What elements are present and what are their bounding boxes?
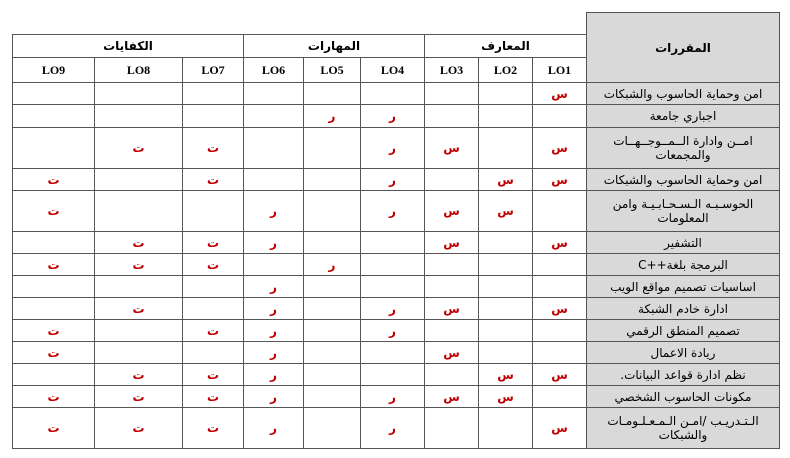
course-name: تصميم المنطق الرقمي: [587, 320, 780, 342]
outcome-cell: [425, 83, 479, 105]
outcome-cell: ت: [183, 408, 244, 449]
outcome-header: LO4: [361, 58, 425, 83]
outcome-cell: [13, 128, 95, 169]
outcome-cell: [304, 408, 361, 449]
outcome-cell: س: [479, 191, 533, 232]
top-spacer-cell: [244, 13, 304, 35]
outcome-cell: ر: [361, 128, 425, 169]
outcome-cell: [425, 408, 479, 449]
table-row: [13, 83, 780, 105]
outcome-cell: [13, 83, 95, 105]
outcome-cell: [95, 169, 183, 191]
top-spacer-cell: [479, 13, 533, 35]
course-name: ريادة الاعمال: [587, 342, 780, 364]
course-name: ادارة خادم الشبكة: [587, 298, 780, 320]
outcome-cell: [244, 254, 304, 276]
outcome-cell: ت: [95, 408, 183, 449]
outcome-cell: [244, 83, 304, 105]
outcome-cell: ر: [361, 320, 425, 342]
outcome-cell: [304, 169, 361, 191]
outcome-header: LO3: [425, 58, 479, 83]
outcome-cell: ر: [244, 342, 304, 364]
outcome-cell: [361, 83, 425, 105]
outcome-cell: س: [533, 232, 587, 254]
top-spacer-cell: [533, 13, 587, 35]
table-row: [13, 364, 780, 386]
outcome-cell: [425, 254, 479, 276]
outcome-cell: [95, 320, 183, 342]
outcome-cell: ر: [244, 320, 304, 342]
outcome-cell: [304, 128, 361, 169]
outcome-header: LO5: [304, 58, 361, 83]
outcome-cell: [95, 191, 183, 232]
outcome-cell: ر: [244, 276, 304, 298]
outcome-cell: ر: [361, 105, 425, 128]
table-row: [13, 320, 780, 342]
outcome-cell: [95, 105, 183, 128]
outcome-cell: [479, 254, 533, 276]
outcome-cell: [361, 364, 425, 386]
outcome-cell: [479, 320, 533, 342]
outcome-cell: [244, 169, 304, 191]
outcome-cell: [479, 298, 533, 320]
outcome-cell: ت: [13, 408, 95, 449]
outcome-cell: ر: [244, 232, 304, 254]
top-spacer-cell: [183, 13, 244, 35]
outcome-cell: س: [533, 298, 587, 320]
outcome-cell: [479, 83, 533, 105]
outcome-cell: ت: [183, 128, 244, 169]
outcome-cell: [183, 191, 244, 232]
outcome-cell: [183, 276, 244, 298]
outcome-cell: ت: [183, 364, 244, 386]
outcome-cell: ت: [13, 342, 95, 364]
table-row: [13, 386, 780, 408]
table-row: [13, 232, 780, 254]
outcome-cell: ت: [95, 128, 183, 169]
outcome-cell: ت: [13, 320, 95, 342]
outcome-cell: س: [533, 364, 587, 386]
outcome-header: LO6: [244, 58, 304, 83]
outcome-cell: ت: [183, 254, 244, 276]
outcome-cell: [304, 276, 361, 298]
course-name: مكونات الحاسوب الشخصي: [587, 386, 780, 408]
outcome-cell: ت: [13, 191, 95, 232]
outcome-cell: [479, 342, 533, 364]
outcome-cell: ر: [304, 105, 361, 128]
outcome-cell: [183, 298, 244, 320]
outcome-header: LO1: [533, 58, 587, 83]
outcome-cell: [183, 342, 244, 364]
table-row: [13, 191, 780, 232]
outcome-cell: [244, 105, 304, 128]
outcome-cell: [533, 191, 587, 232]
outcome-cell: ر: [361, 408, 425, 449]
course-name: اساسيات تصميم مواقع الويب: [587, 276, 780, 298]
outcome-cell: ت: [95, 254, 183, 276]
outcome-header: LO8: [95, 58, 183, 83]
outcome-cell: [479, 105, 533, 128]
outcome-cell: [361, 232, 425, 254]
outcome-cell: [95, 83, 183, 105]
outcome-cell: ر: [244, 386, 304, 408]
outcome-cell: [304, 364, 361, 386]
course-name: البرمجة بلغة++C: [587, 254, 780, 276]
outcome-cell: [533, 105, 587, 128]
outcome-cell: ر: [304, 254, 361, 276]
outcome-cell: ر: [361, 298, 425, 320]
table-row: [13, 254, 780, 276]
outcome-cell: س: [425, 191, 479, 232]
outcome-cell: [533, 386, 587, 408]
outcome-cell: [361, 342, 425, 364]
outcome-cell: ر: [361, 386, 425, 408]
outcome-header: LO9: [13, 58, 95, 83]
outcome-cell: [304, 342, 361, 364]
outcome-cell: س: [533, 83, 587, 105]
outcome-cell: [304, 320, 361, 342]
outcome-cell: ت: [183, 232, 244, 254]
outcome-cell: ت: [183, 386, 244, 408]
outcome-cell: [244, 128, 304, 169]
outcome-cell: [361, 254, 425, 276]
outcome-cell: س: [425, 342, 479, 364]
outcome-cell: س: [425, 386, 479, 408]
outcome-cell: [479, 408, 533, 449]
outcome-cell: [183, 83, 244, 105]
outcome-cell: س: [425, 232, 479, 254]
outcome-cell: س: [533, 169, 587, 191]
outcome-cell: [533, 276, 587, 298]
top-spacer-cell: [425, 13, 479, 35]
outcome-cell: س: [425, 128, 479, 169]
table-row: [13, 128, 780, 169]
course-name: التشفير: [587, 232, 780, 254]
outcome-cell: [304, 83, 361, 105]
outcome-cell: [479, 276, 533, 298]
outcome-cell: ر: [244, 408, 304, 449]
outcome-cell: [479, 232, 533, 254]
top-spacer-cell: [304, 13, 361, 35]
outcome-cell: ت: [183, 169, 244, 191]
outcome-cell: [533, 342, 587, 364]
outcome-cell: [183, 105, 244, 128]
outcome-cell: ت: [95, 232, 183, 254]
top-spacer-cell: [361, 13, 425, 35]
top-spacer-cell: [13, 13, 95, 35]
outcome-cell: ر: [244, 298, 304, 320]
course-name: الـتـدريـب /امـن الـمـعـلـومـات والشبكات: [587, 408, 780, 449]
outcome-cell: س: [479, 364, 533, 386]
outcome-cell: [425, 105, 479, 128]
outcome-cell: [95, 276, 183, 298]
outcome-cell: [13, 298, 95, 320]
outcome-cell: ت: [13, 254, 95, 276]
course-name: اجباري جامعة: [587, 105, 780, 128]
outcome-cell: [304, 298, 361, 320]
table-row: [13, 298, 780, 320]
outcome-cell: [13, 105, 95, 128]
outcome-cell: ر: [361, 191, 425, 232]
top-spacer-cell: [95, 13, 183, 35]
outcome-cell: س: [479, 386, 533, 408]
outcome-cell: س: [425, 298, 479, 320]
outcome-cell: [13, 232, 95, 254]
course-name: نظم ادارة قواعد البيانات.: [587, 364, 780, 386]
course-name: امــن وادارة الــمــوجــهــات والمجمعات: [587, 128, 780, 169]
outcome-cell: [13, 364, 95, 386]
outcome-cell: [425, 364, 479, 386]
outcome-cell: ت: [95, 386, 183, 408]
outcome-cell: ر: [244, 191, 304, 232]
outcome-cell: [361, 276, 425, 298]
outcome-cell: ت: [95, 364, 183, 386]
outcome-cell: [425, 169, 479, 191]
course-name: الحوسـبـه الـسـحـابـيـة وامن المعلومات: [587, 191, 780, 232]
outcome-header: LO7: [183, 58, 244, 83]
outcome-cell: س: [479, 169, 533, 191]
outcome-cell: [425, 276, 479, 298]
outcome-cell: [304, 386, 361, 408]
outcome-cell: ت: [183, 320, 244, 342]
table-row: [13, 342, 780, 364]
learning-outcomes-matrix: [12, 12, 780, 449]
outcome-header: LO2: [479, 58, 533, 83]
outcome-cell: [533, 254, 587, 276]
group-header: المعارف: [425, 35, 587, 58]
outcome-cell: ت: [13, 169, 95, 191]
group-header: الكفايات: [13, 35, 244, 58]
outcome-cell: [479, 128, 533, 169]
outcome-cell: س: [533, 408, 587, 449]
table-row: [13, 169, 780, 191]
outcome-cell: س: [533, 128, 587, 169]
courses-header: المقررات: [587, 13, 780, 83]
outcome-cell: [95, 342, 183, 364]
outcome-cell: [304, 191, 361, 232]
course-name: امن وحماية الحاسوب والشبكات: [587, 83, 780, 105]
outcome-cell: [13, 276, 95, 298]
table-row: [13, 276, 780, 298]
outcome-cell: ت: [13, 386, 95, 408]
course-name: امن وحماية الحاسوب والشبكات: [587, 169, 780, 191]
outcome-cell: ت: [95, 298, 183, 320]
outcome-cell: [304, 232, 361, 254]
table-row: [13, 408, 780, 449]
outcome-cell: ر: [244, 364, 304, 386]
outcome-cell: [533, 320, 587, 342]
group-header: المهارات: [244, 35, 425, 58]
table-row: [13, 105, 780, 128]
outcome-cell: [425, 320, 479, 342]
outcome-cell: ر: [361, 169, 425, 191]
